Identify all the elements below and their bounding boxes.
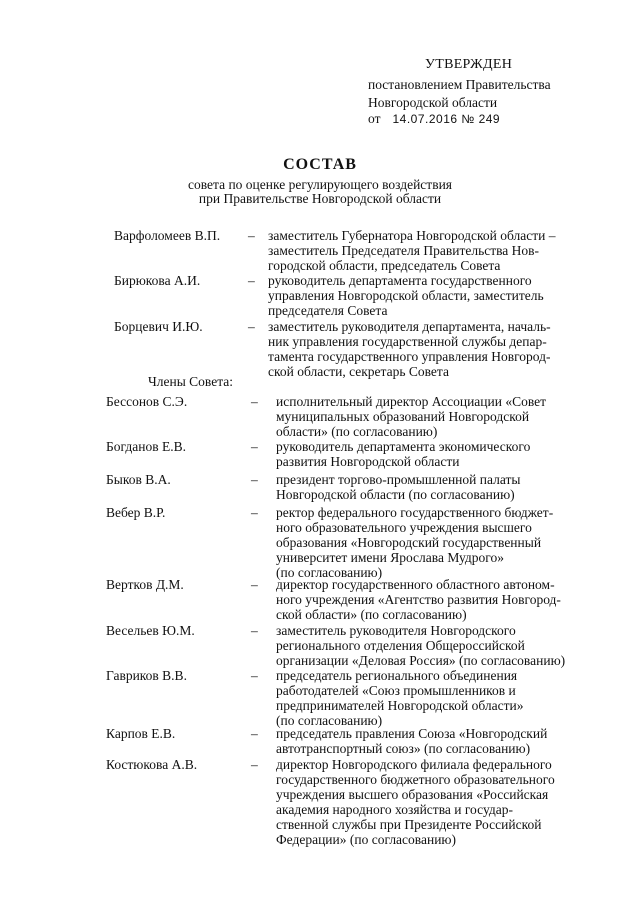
role-line: муниципальных образований Новгородской: [276, 409, 530, 424]
person-name: Быков В.А.: [106, 472, 171, 487]
person-name: Костюкова А.В.: [106, 757, 198, 772]
person-role: [268, 228, 604, 273]
document-subtitle-line-2: при Правительстве Новгородской области: [198, 191, 442, 206]
person-role: [276, 439, 612, 469]
role-line: (по согласованию): [276, 565, 383, 580]
role-line: Новгородской области (по согласованию): [276, 487, 515, 502]
role-line: заместитель Председателя Правительства Нов-: [268, 243, 540, 258]
role-line: регионального отделения Общероссийской: [276, 638, 525, 653]
dash: –: [251, 394, 258, 409]
approval-line-2: Новгородской области: [368, 95, 498, 110]
dash: –: [251, 577, 258, 592]
person-role: [276, 577, 612, 622]
role-line: председатель правления Союза «Новгородский: [276, 726, 548, 741]
role-line: ного учреждения «Агентство развития Новгород-: [276, 592, 561, 607]
role-line: управления Новгородской области, заместитель: [268, 288, 544, 303]
person-name: Гавриков В.В.: [106, 668, 187, 683]
role-line: президент торгово-промышленной палаты: [276, 472, 521, 487]
role-line: работодателей «Союз промышленников и: [276, 683, 516, 698]
person-role: [276, 726, 612, 756]
role-line: государственного бюджетного образовательного: [276, 772, 555, 787]
role-line: руководитель департамента экономического: [276, 439, 531, 454]
approval-date-number: 14.07.2016 № 249: [392, 112, 501, 126]
person-name: Борцевич И.Ю.: [114, 319, 203, 334]
approval-date-prefix: от: [368, 111, 381, 126]
role-line: ской области» (по согласованию): [276, 607, 467, 622]
role-line: развития Новгородской области: [276, 454, 460, 469]
person-name: Карпов Е.В.: [106, 726, 176, 741]
role-line: области» (по согласованию): [276, 424, 438, 439]
role-line: ного образовательного учреждения высшего: [276, 520, 532, 535]
person-role: [276, 668, 612, 728]
dash: –: [251, 505, 258, 520]
role-line: ник управления государственной службы депар-: [268, 334, 547, 349]
person-role: [268, 273, 604, 318]
role-line: (по согласованию): [276, 713, 383, 728]
person-name: Богданов Е.В.: [106, 439, 186, 454]
person-name: Бирюкова А.И.: [114, 273, 201, 288]
role-line: исполнительный директор Ассоциации «Совет: [276, 394, 547, 409]
document-title: СОСТАВ: [283, 156, 357, 173]
role-line: образования «Новгородский государственный: [276, 535, 542, 550]
members-label: Члены Совета:: [148, 374, 234, 389]
person-role: [276, 623, 612, 668]
role-line: ственной службы при Президенте Российской: [276, 817, 542, 832]
dash: –: [251, 726, 258, 741]
person-name: Бессонов С.Э.: [106, 394, 188, 409]
person-name: Варфоломеев В.П.: [114, 228, 221, 243]
role-line: заместитель руководителя Новгородского: [276, 623, 516, 638]
dash: –: [248, 273, 255, 288]
person-name: Весельев Ю.М.: [106, 623, 195, 638]
role-line: городской области, председатель Совета: [268, 258, 501, 273]
person-role: [276, 757, 612, 847]
role-line: заместитель руководителя департамента, началь-: [268, 319, 551, 334]
dash: –: [248, 228, 255, 243]
role-line: руководитель департамента государственного: [268, 273, 532, 288]
person-role: [276, 394, 612, 439]
approval-title: УТВЕРЖДЕН: [425, 57, 513, 72]
dash: –: [251, 623, 258, 638]
role-line: академия народного хозяйства и государ-: [276, 802, 513, 817]
role-line: директор государственного областного автоном-: [276, 577, 555, 592]
person-role: [276, 505, 612, 580]
dash: –: [251, 439, 258, 454]
role-line: ской области, секретарь Совета: [268, 364, 449, 379]
person-name: Вебер В.Р.: [106, 505, 166, 520]
role-line: председатель регионального объединения: [276, 668, 518, 683]
dash: –: [251, 472, 258, 487]
person-name: Вертков Д.М.: [106, 577, 184, 592]
dash: –: [248, 319, 255, 334]
role-line: ректор федерального государственного бюджет-: [276, 505, 554, 520]
role-line: предпринимателей Новгородской области»: [276, 698, 524, 713]
role-line: заместитель Губернатора Новгородской области –: [268, 228, 556, 243]
dash: –: [251, 668, 258, 683]
dash: –: [251, 757, 258, 772]
role-line: тамента государственного управления Новгород-: [268, 349, 551, 364]
role-line: учреждения высшего образования «Российская: [276, 787, 549, 802]
role-line: Федерации» (по согласованию): [276, 832, 457, 847]
document-subtitle-line-1: совета по оценке регулирующего воздействия: [187, 177, 452, 192]
person-role: [276, 472, 612, 502]
role-line: автотранспортный союз» (по согласованию): [276, 741, 531, 756]
role-line: организации «Деловая Россия» (по согласованию): [276, 653, 566, 668]
role-line: председателя Совета: [268, 303, 388, 318]
approval-date: [368, 111, 500, 127]
person-role: [268, 319, 604, 379]
role-line: университет имени Ярослава Мудрого»: [276, 550, 504, 565]
approval-line-1: постановлением Правительства: [368, 77, 551, 92]
role-line: директор Новгородского филиала федерального: [276, 757, 552, 772]
